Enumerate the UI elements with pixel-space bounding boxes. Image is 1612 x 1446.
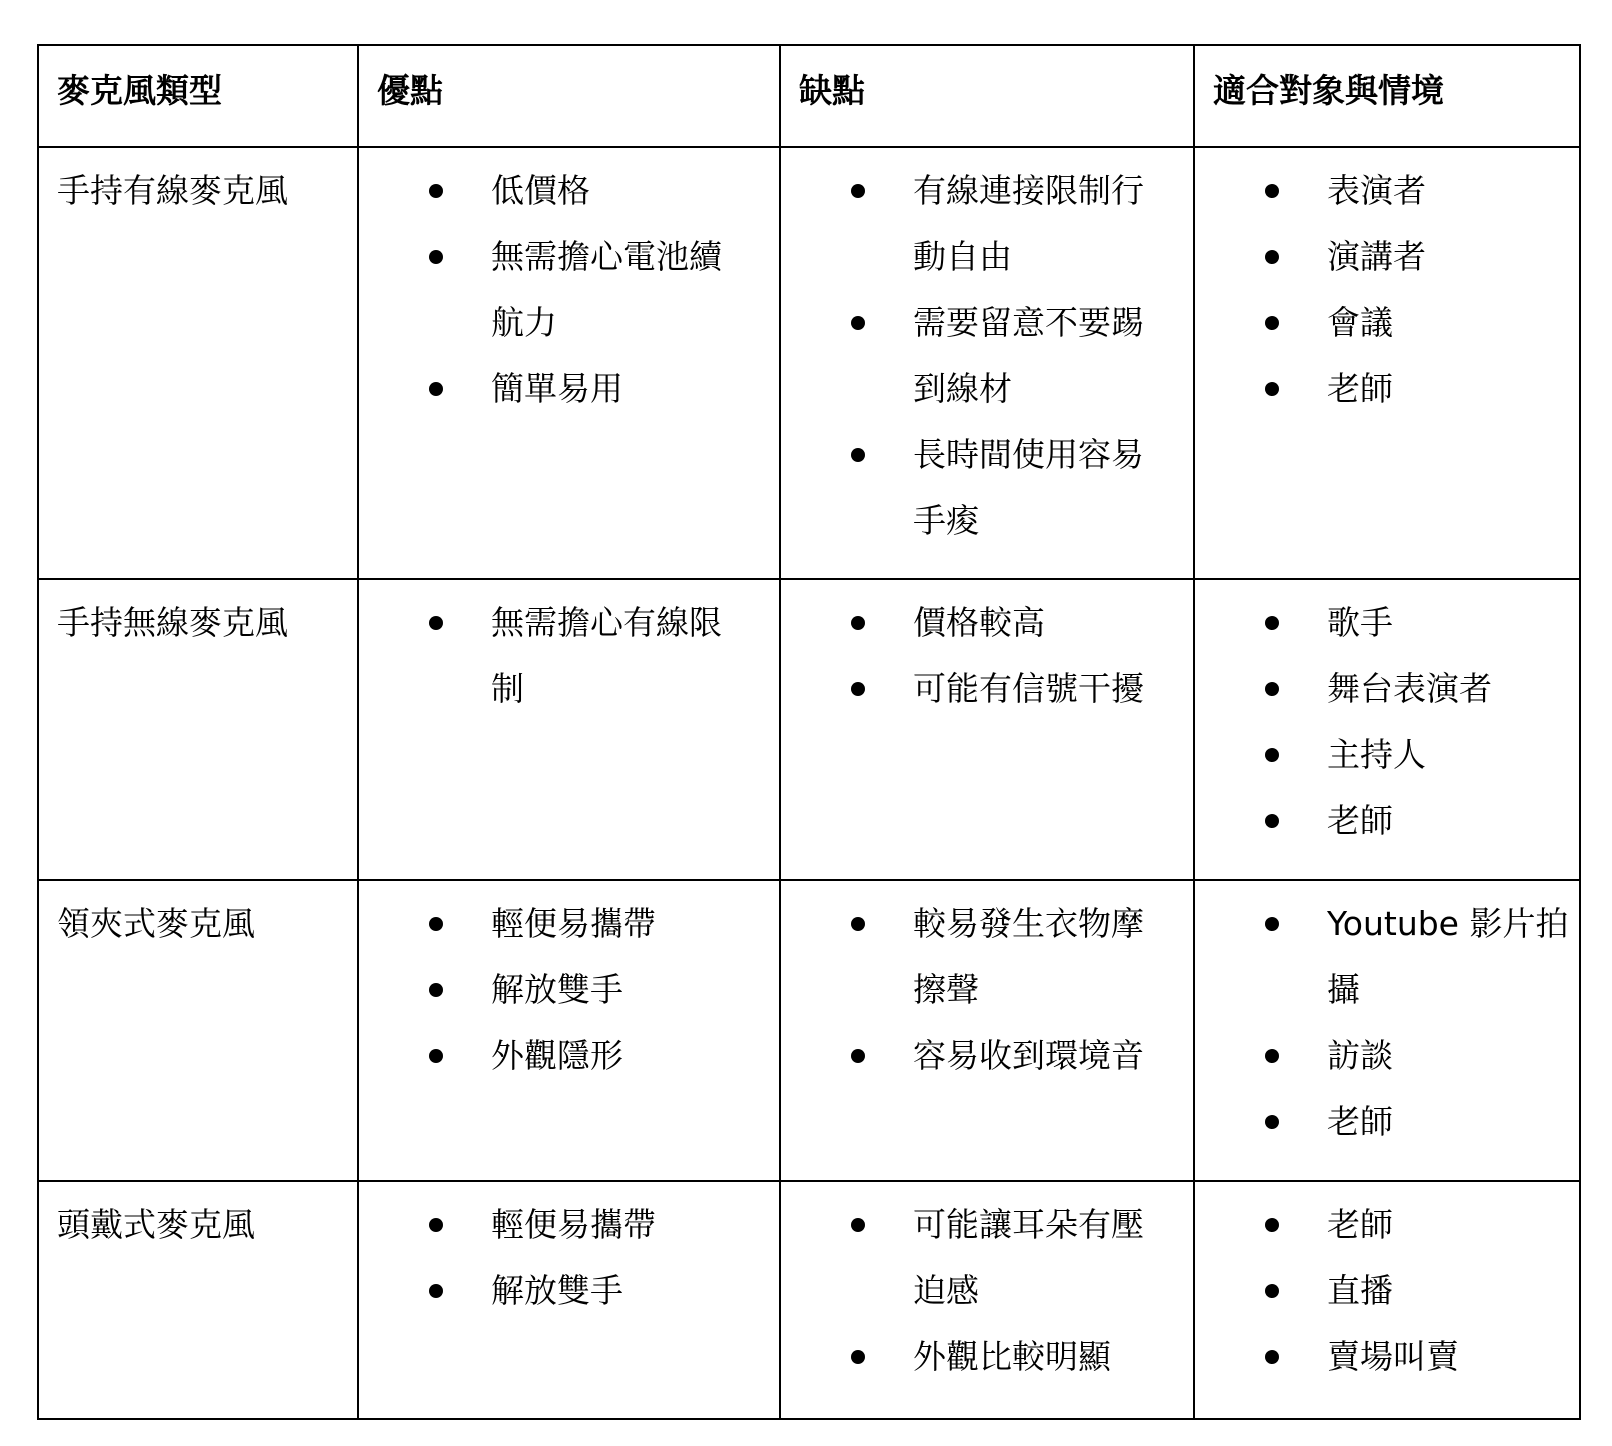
list-item: 老師 xyxy=(1327,1089,1569,1155)
header-cons: 缺點 xyxy=(780,45,1194,147)
pros-cell xyxy=(358,579,780,880)
list-item: 舞台表演者 xyxy=(1327,656,1569,722)
list-item: 表演者 xyxy=(1327,158,1569,224)
list-item: 老師 xyxy=(1327,1192,1569,1258)
cons-cell xyxy=(780,880,1194,1181)
suitable-for-cell xyxy=(1194,147,1580,579)
list-item: 直播 xyxy=(1327,1258,1569,1324)
cons-list xyxy=(799,590,1193,722)
suitable-for-cell xyxy=(1194,579,1580,880)
list-item: 有線連接限制行動自由 xyxy=(913,158,1169,290)
pros-cell xyxy=(358,1181,780,1419)
cons-cell xyxy=(780,579,1194,880)
list-item: 可能讓耳朵有壓迫感 xyxy=(913,1192,1169,1324)
suitable-for-list xyxy=(1213,891,1579,1155)
cons-cell xyxy=(780,147,1194,579)
list-item: 會議 xyxy=(1327,290,1569,356)
list-item: 歌手 xyxy=(1327,590,1569,656)
list-item: 可能有信號干擾 xyxy=(913,656,1169,722)
mic-type-cell: 手持無線麥克風 xyxy=(38,579,358,880)
list-item: 主持人 xyxy=(1327,722,1569,788)
table-row xyxy=(38,147,1580,579)
suitable-for-cell xyxy=(1194,880,1580,1181)
list-item: 老師 xyxy=(1327,356,1569,422)
list-item: 無需擔心電池續航力 xyxy=(491,224,749,356)
mic-type-cell: 領夾式麥克風 xyxy=(38,880,358,1181)
list-item: 演講者 xyxy=(1327,224,1569,290)
list-item: 外觀隱形 xyxy=(491,1023,749,1089)
list-item: 容易收到環境音 xyxy=(913,1023,1169,1089)
mic-type-cell: 頭戴式麥克風 xyxy=(38,1181,358,1419)
list-item: 長時間使用容易手痠 xyxy=(913,422,1169,554)
cons-list xyxy=(799,158,1193,554)
cons-list xyxy=(799,891,1193,1089)
list-item: 外觀比較明顯 xyxy=(913,1324,1169,1390)
cons-cell xyxy=(780,1181,1194,1419)
table-row xyxy=(38,1181,1580,1419)
list-item: 老師 xyxy=(1327,788,1569,854)
list-item: 低價格 xyxy=(491,158,749,224)
pros-cell xyxy=(358,147,780,579)
header-pros: 優點 xyxy=(358,45,780,147)
list-item: 簡單易用 xyxy=(491,356,749,422)
list-item: 訪談 xyxy=(1327,1023,1569,1089)
pros-list xyxy=(377,590,779,722)
cons-list xyxy=(799,1192,1193,1390)
header-suitable-for: 適合對象與情境 xyxy=(1194,45,1580,147)
table-row xyxy=(38,880,1580,1181)
microphone-comparison-table xyxy=(37,44,1581,1420)
list-item: 價格較高 xyxy=(913,590,1169,656)
mic-type-cell: 手持有線麥克風 xyxy=(38,147,358,579)
list-item: 無需擔心有線限制 xyxy=(491,590,749,722)
list-item: 輕便易攜帶 xyxy=(491,1192,749,1258)
table-row xyxy=(38,579,1580,880)
table-header-row xyxy=(38,45,1580,147)
header-mic-type: 麥克風類型 xyxy=(38,45,358,147)
list-item: 需要留意不要踢到線材 xyxy=(913,290,1169,422)
list-item: 較易發生衣物摩擦聲 xyxy=(913,891,1169,1023)
list-item: 解放雙手 xyxy=(491,957,749,1023)
list-item: 輕便易攜帶 xyxy=(491,891,749,957)
pros-cell xyxy=(358,880,780,1181)
suitable-for-list xyxy=(1213,158,1579,422)
list-item: 賣場叫賣 xyxy=(1327,1324,1569,1390)
suitable-for-cell xyxy=(1194,1181,1580,1419)
pros-list xyxy=(377,1192,779,1324)
pros-list xyxy=(377,158,779,422)
list-item: 解放雙手 xyxy=(491,1258,749,1324)
list-item: Youtube 影片拍攝 xyxy=(1327,891,1569,1023)
pros-list xyxy=(377,891,779,1089)
suitable-for-list xyxy=(1213,1192,1579,1390)
suitable-for-list xyxy=(1213,590,1579,854)
